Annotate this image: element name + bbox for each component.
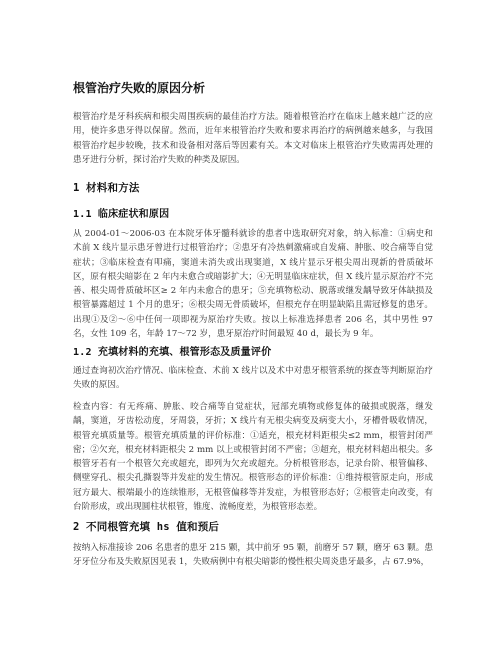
section-1-2-body-2: 检查内容：有无疼痛、肿胀、咬合痛等自觉症状，冠部充填物或修复体的破损或脱落，继发龋，窦道，牙齿松动度，牙周袋，牙折；X 线片有无根尖病变及病变大小，牙槽骨吸收情况，根管充填质量等。根管充填质量的评价标准：①适充，根充材料距根尖≤2 mm，根管封闭严密；②欠充，根充材料距根尖 2 mm 以上或根管封闭不严密；③超充，根充材料超出根尖。多根管牙若有一个根管欠充或超充，即列为欠充或超充。分析根管形态，记录台阶、根管偏移、侧壁穿孔、根尖孔撕裂等并发症的发生情况。根管形态的评价标准：①维持根管原走向，形成冠方最大、根端最小的连续锥形，无根管偏移等并发症，为根管形态好；②根管走向改变，有台阶形成，或出现圆柱状根管，锥度、流畅度差，为根管形态差。: [73, 402, 433, 513]
section-2-body: 按纳入标准接诊 206 名患者的患牙 215 颗，其中前牙 95 颗，前磨牙 57 颗，磨牙 63 颗。患牙牙位分布及失败原因见表 1，失败病例中有根尖暗影的慢性根尖周炎患牙最多，占 67.9%，: [73, 543, 433, 568]
section-1-1-heading: 1.1 临床症状和原因: [73, 209, 170, 220]
section-1-2-heading: 1.2 充填材料的充填、根管形态及质量评价: [73, 347, 272, 358]
section-1-2-body-1: 通过查询初次治疗情况、临床检查、术前 X 线片以及术中对患牙根管系统的探查等判断原治疗失败的原因。: [73, 366, 433, 391]
article-title: 根管治疗失败的原因分析: [73, 81, 206, 95]
section-1-heading: 1 材料和方法: [73, 182, 140, 194]
section-1-1-body: 从 2004-01～2006-03 在本院牙体牙髓科就诊的患者中选取研究对象，纳入标准：①病史和术前 X 线片显示患牙曾进行过根管治疗；②患牙有冷热刺激痛或自发痛、肿胀、咬合痛等自觉症状；③临床检查有叩痛，窦道未消失或出现窦道，X 线片显示牙根尖周出现新的骨质破坏区，原有根尖暗影在 2 年内未愈合或暗影扩大；④无明显临床症状，但 X 线片显示原治疗不完善、根尖周骨质破坏区≥ 2 年内未愈合的患牙；⑤充填物松动、脱落或继发龋导致牙体缺损及根管暴露超过 1 个月的患牙；⑥根尖周无骨质破坏，但根充存在明显缺陷且需冠修复的患牙。出现①及②～⑥中任何一项即视为原治疗失败。按以上标准选择患者 206 名，其中男性 97 名，女性 109 名，年龄 17～72 岁，患牙原治疗时间最短 40 d，最长为 9 年。: [73, 229, 433, 340]
intro-paragraph: 根管治疗是牙科疾病和根尖周围疾病的最佳治疗方法。随着根管治疗在临床上越来越广泛的应用，使许多患牙得以保留。然而，近年来根管治疗失败和要求再治疗的病例越来越多，与我国根管治疗起步较晚，技术和设备相对落后等因素有关。本文对临床上根管治疗失败需再处理的患牙进行分析，探讨治疗失败的种类及原因。: [73, 112, 433, 165]
section-2-heading: 2 不同根管充填 hs 值和预后: [73, 521, 220, 533]
